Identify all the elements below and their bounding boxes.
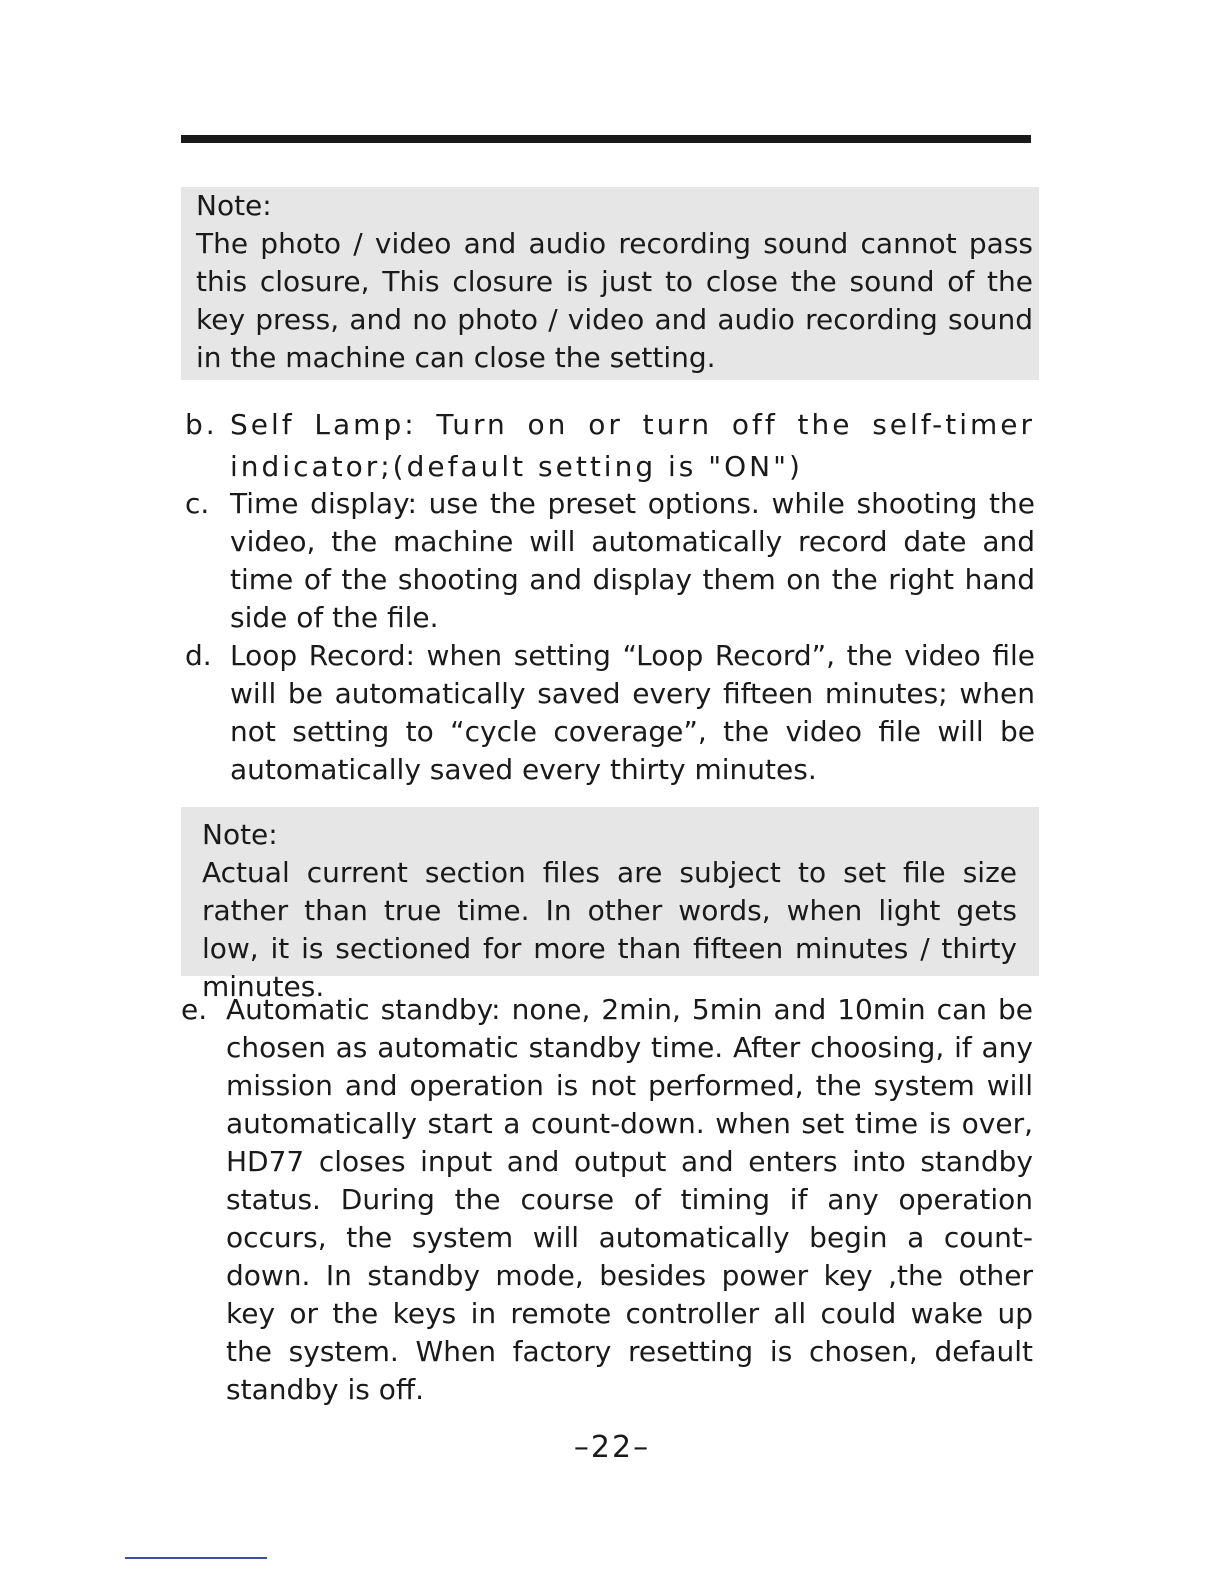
- note-title: Note:: [196, 189, 272, 222]
- note-box-section-files: [181, 807, 1039, 1003]
- list-item-time-display: [185, 485, 1035, 637]
- list-marker: b.: [185, 408, 218, 441]
- footer-rule: [125, 1557, 267, 1559]
- note-title: Note:: [202, 818, 278, 851]
- list-item-text: Automatic standby: none, 2min, 5min and 10min can be chosen as automatic standby time. After choosing, if any mission and operation is not performed, the system will automatically start a count-down. when set time is over, HD77 closes input and output and enters into standby status. During the course of timing if any operation occurs, the system will automatically begin a count-down. In standby mode, besides power key ,the other key or the keys in remote controller all could wake up the system. When factory resetting is chosen, default standby is off.: [226, 993, 1033, 1406]
- note-body: Actual current section files are subject to set file size rather than true time. In other words, when light gets low, it is sectioned for more than fifteen minutes / thirty minutes.: [202, 856, 1017, 1003]
- note-body: The photo / video and audio recording sound cannot pass this closure, This closure is just to close the sound of the key press, and no photo / video and audio recording sound in the machine can close the setting.: [196, 227, 1033, 374]
- list-item-text: Loop Record: when setting “Loop Record”, the video file will be automatically saved every fifteen minutes; when not setting to “cycle coverage”, the video file will be automatically saved every thirty minutes.: [230, 639, 1035, 786]
- list-marker: c.: [185, 487, 210, 520]
- list-item-automatic-standby: [181, 991, 1033, 1409]
- page-number: –22–: [573, 1430, 651, 1465]
- list-marker: d.: [185, 639, 212, 672]
- list-item-text: Self Lamp: Turn on or turn off the self-timer indicator;(default setting is "ON"): [230, 408, 1035, 483]
- list-item-text: Time display: use the preset options. while shooting the video, the machine will automatically record date and time of the shooting and display them on the right hand side of the file.: [230, 487, 1035, 634]
- list-item-loop-record: [185, 637, 1035, 789]
- note-box-sound: [181, 187, 1039, 380]
- list-item-self-lamp: [185, 404, 1035, 488]
- header-rule: [181, 135, 1031, 143]
- list-marker: e.: [181, 993, 208, 1026]
